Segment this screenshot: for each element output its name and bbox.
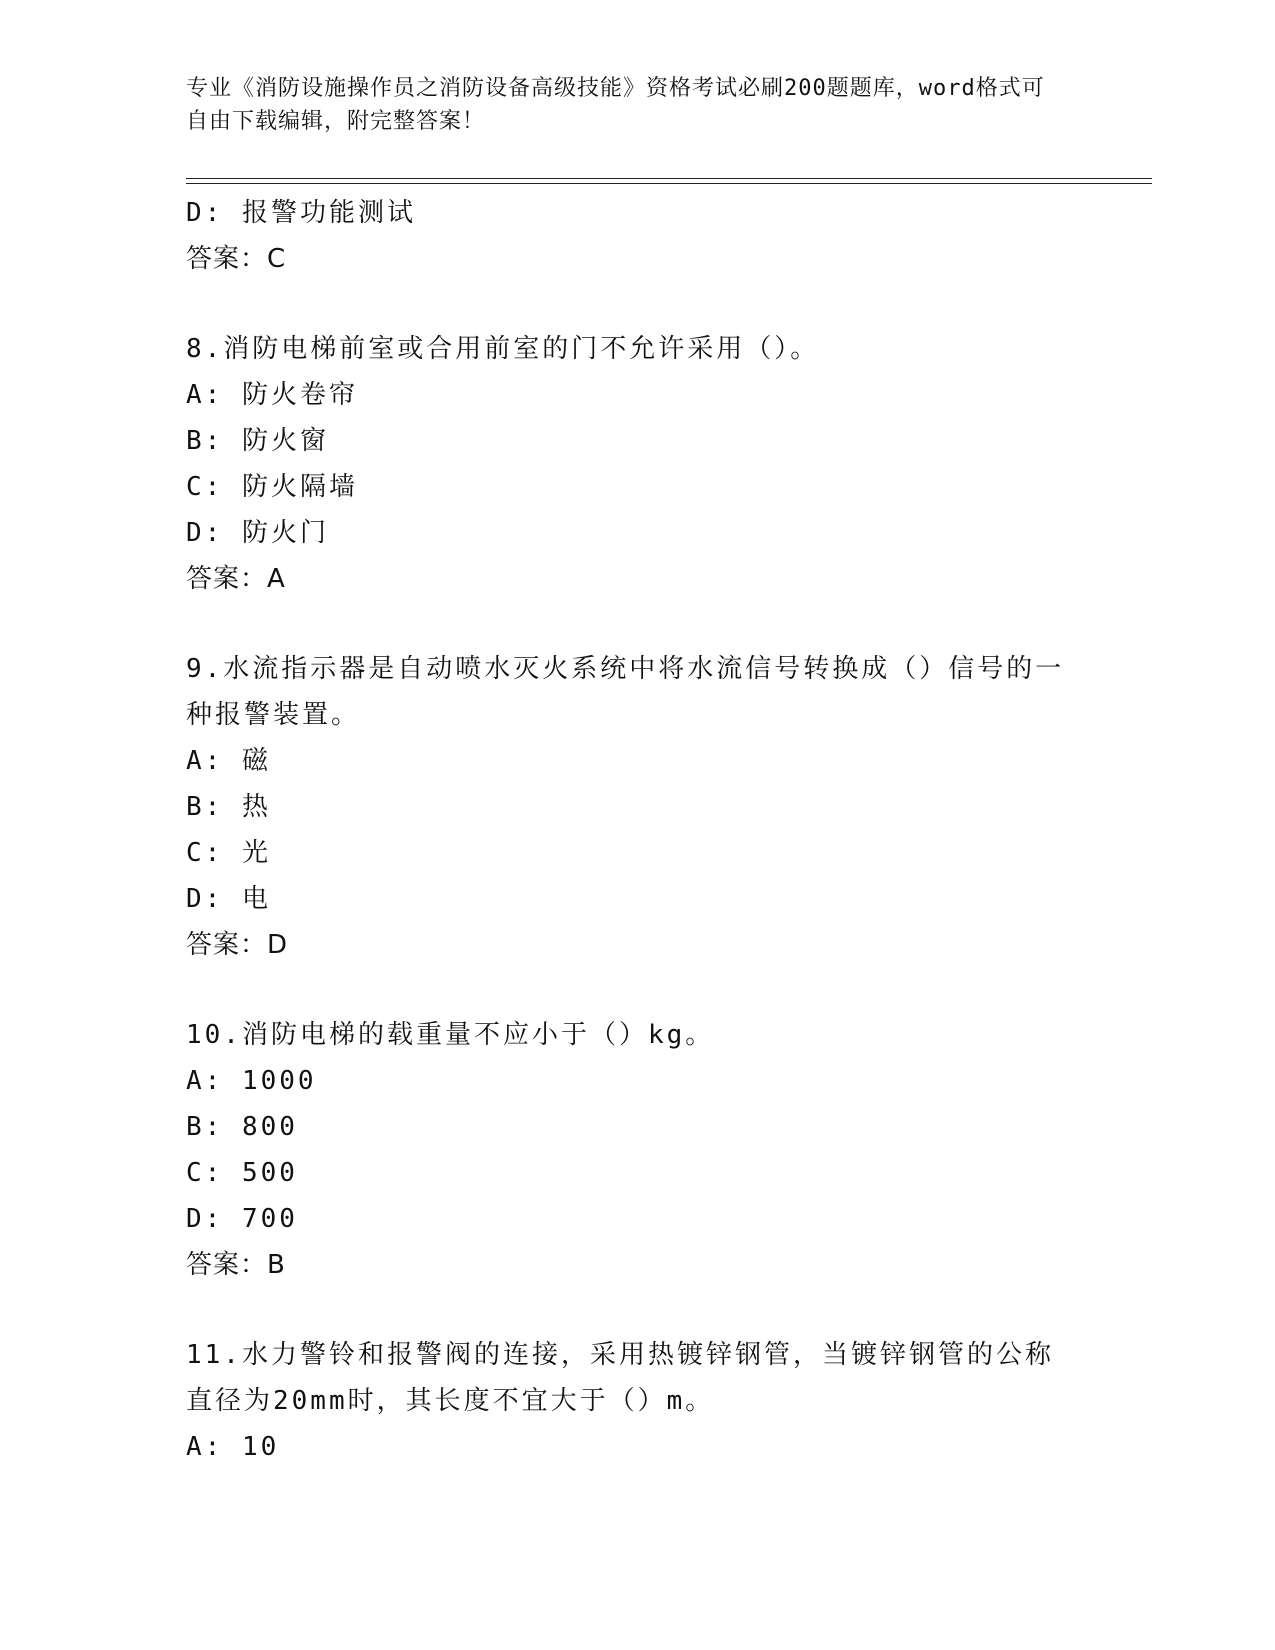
question-stem: 9.水流指示器是自动喷水灭火系统中将水流信号转换成（）信号的一种报警装置。 <box>186 654 1065 730</box>
option-d: D: 报警功能测试 <box>186 198 416 228</box>
option-a: A: 磁 <box>186 746 271 776</box>
option-a: A: 1000 <box>186 1066 317 1096</box>
option-d: D: 防火门 <box>186 518 329 548</box>
question-block-7 <box>186 190 1086 282</box>
answer-line: 答案：C <box>186 244 287 274</box>
question-block-9 <box>186 646 1086 968</box>
question-block-10 <box>186 1012 1086 1288</box>
option-b: B: 防火窗 <box>186 426 329 456</box>
question-block-11 <box>186 1332 1086 1470</box>
question-block-8 <box>186 326 1086 602</box>
option-c: C: 防火隔墙 <box>186 472 358 502</box>
option-d: D: 电 <box>186 884 271 914</box>
answer-line: 答案：A <box>186 564 286 594</box>
question-stem: 8.消防电梯前室或合用前室的门不允许采用（）。 <box>186 334 820 364</box>
option-a: A: 10 <box>186 1432 280 1462</box>
question-list <box>186 190 1086 1470</box>
question-stem: 10.消防电梯的载重量不应小于（）kg。 <box>186 1020 715 1050</box>
option-d: D: 700 <box>186 1204 298 1234</box>
header-rule-bottom <box>186 183 1152 184</box>
option-c: C: 500 <box>186 1158 298 1188</box>
option-c: C: 光 <box>186 838 271 868</box>
option-b: B: 热 <box>186 792 271 822</box>
answer-line: 答案：B <box>186 1250 286 1280</box>
document-header: 专业《消防设施操作员之消防设备高级技能》资格考试必刷200题题库，word格式可自由下载编辑，附完整答案！ <box>186 76 1045 134</box>
header-rule-top <box>186 178 1152 179</box>
question-stem: 11.水力警铃和报警阀的连接，采用热镀锌钢管，当镀锌钢管的公称直径为20mm时，其长度不宜大于（）m。 <box>186 1340 1054 1416</box>
answer-line: 答案：D <box>186 930 289 960</box>
option-a: A: 防火卷帘 <box>186 380 358 410</box>
option-b: B: 800 <box>186 1112 298 1142</box>
